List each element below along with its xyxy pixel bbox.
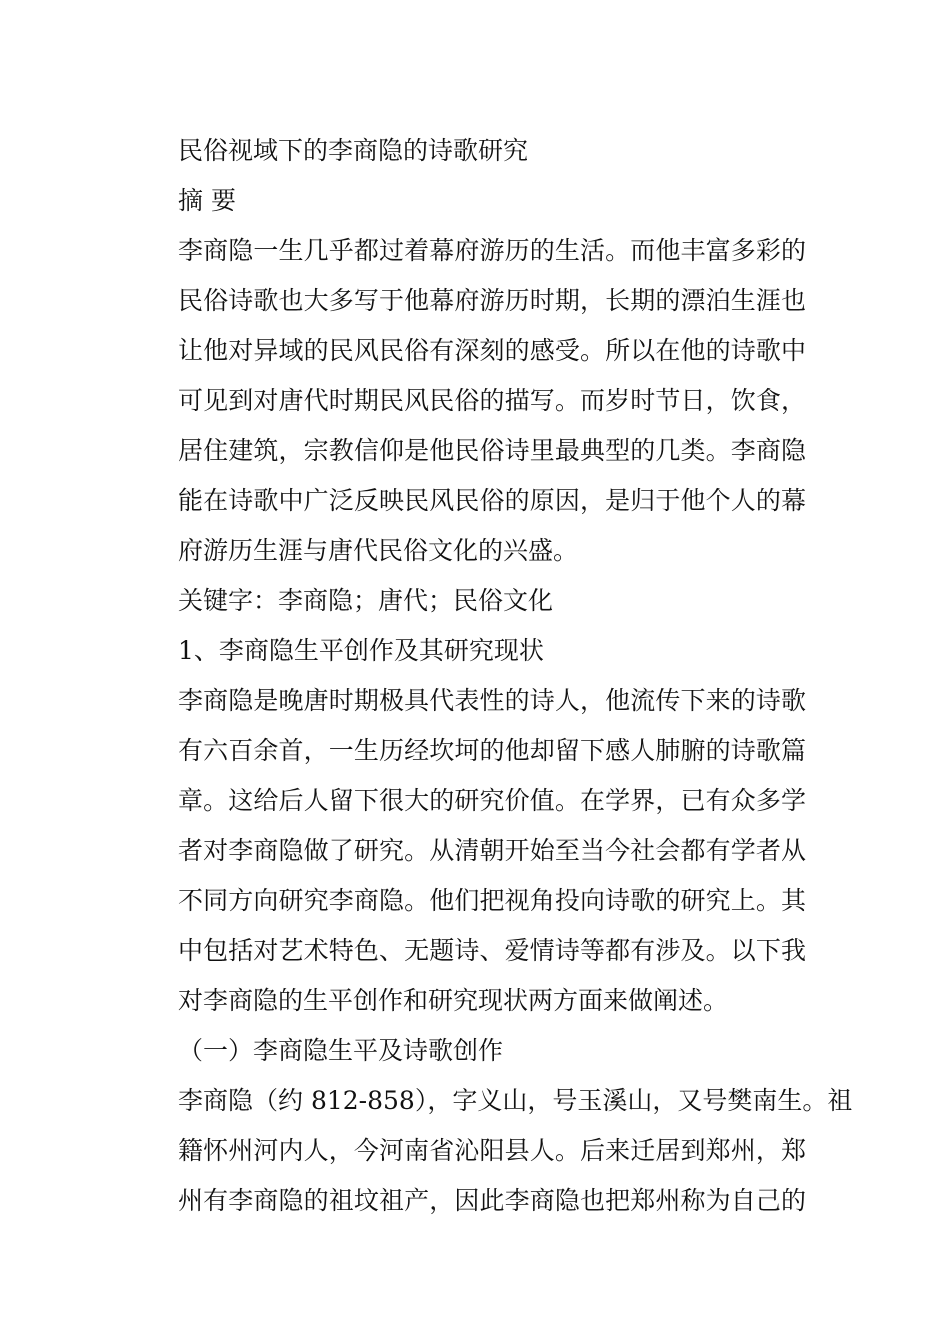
paragraph-line: 章。这给后人留下很大的研究价值。在学界，已有众多学: [178, 786, 806, 815]
section-heading: 1、李商隐生平创作及其研究现状: [178, 636, 544, 665]
abstract-line: 能在诗歌中广泛反映民风民俗的原因，是归于他个人的幕: [178, 486, 806, 515]
paragraph-line: 州有李商隐的祖坟祖产，因此李商隐也把郑州称为自己的: [178, 1186, 806, 1215]
abstract-heading: 摘 要: [178, 186, 236, 215]
paragraph-line: 不同方向研究李商隐。他们把视角投向诗歌的研究上。其: [178, 886, 806, 915]
paragraph-line: 有六百余首，一生历经坎坷的他却留下感人肺腑的诗歌篇: [178, 736, 806, 765]
subsection-heading: （一）李商隐生平及诗歌创作: [178, 1036, 504, 1065]
document-title: 民俗视域下的李商隐的诗歌研究: [178, 136, 529, 165]
abstract-line: 让他对异域的民风民俗有深刻的感受。所以在他的诗歌中: [178, 336, 806, 365]
document-body: [178, 126, 853, 1226]
abstract-line: 可见到对唐代时期民风民俗的描写。而岁时节日，饮食，: [178, 386, 806, 415]
abstract-line: 民俗诗歌也大多写于他幕府游历时期，长期的漂泊生涯也: [178, 286, 806, 315]
paragraph-line: 李商隐（约 812-858），字义山，号玉溪山，又号樊南生。祖: [178, 1086, 853, 1115]
paragraph-line: 籍怀州河内人，今河南省沁阳县人。后来迁居到郑州，郑: [178, 1136, 806, 1165]
paragraph-line: 者对李商隐做了研究。从清朝开始至当今社会都有学者从: [178, 836, 806, 865]
abstract-line: 居住建筑，宗教信仰是他民俗诗里最典型的几类。李商隐: [178, 436, 806, 465]
abstract-line: 府游历生涯与唐代民俗文化的兴盛。: [178, 536, 579, 565]
paragraph-line: 李商隐是晚唐时期极具代表性的诗人，他流传下来的诗歌: [178, 686, 806, 715]
paragraph-line: 对李商隐的生平创作和研究现状两方面来做阐述。: [178, 986, 729, 1015]
paragraph-line: 中包括对艺术特色、无题诗、爱情诗等都有涉及。以下我: [178, 936, 806, 965]
keywords-line: 关键字：李商隐；唐代；民俗文化: [178, 586, 554, 615]
abstract-line: 李商隐一生几乎都过着幕府游历的生活。而他丰富多彩的: [178, 236, 806, 265]
